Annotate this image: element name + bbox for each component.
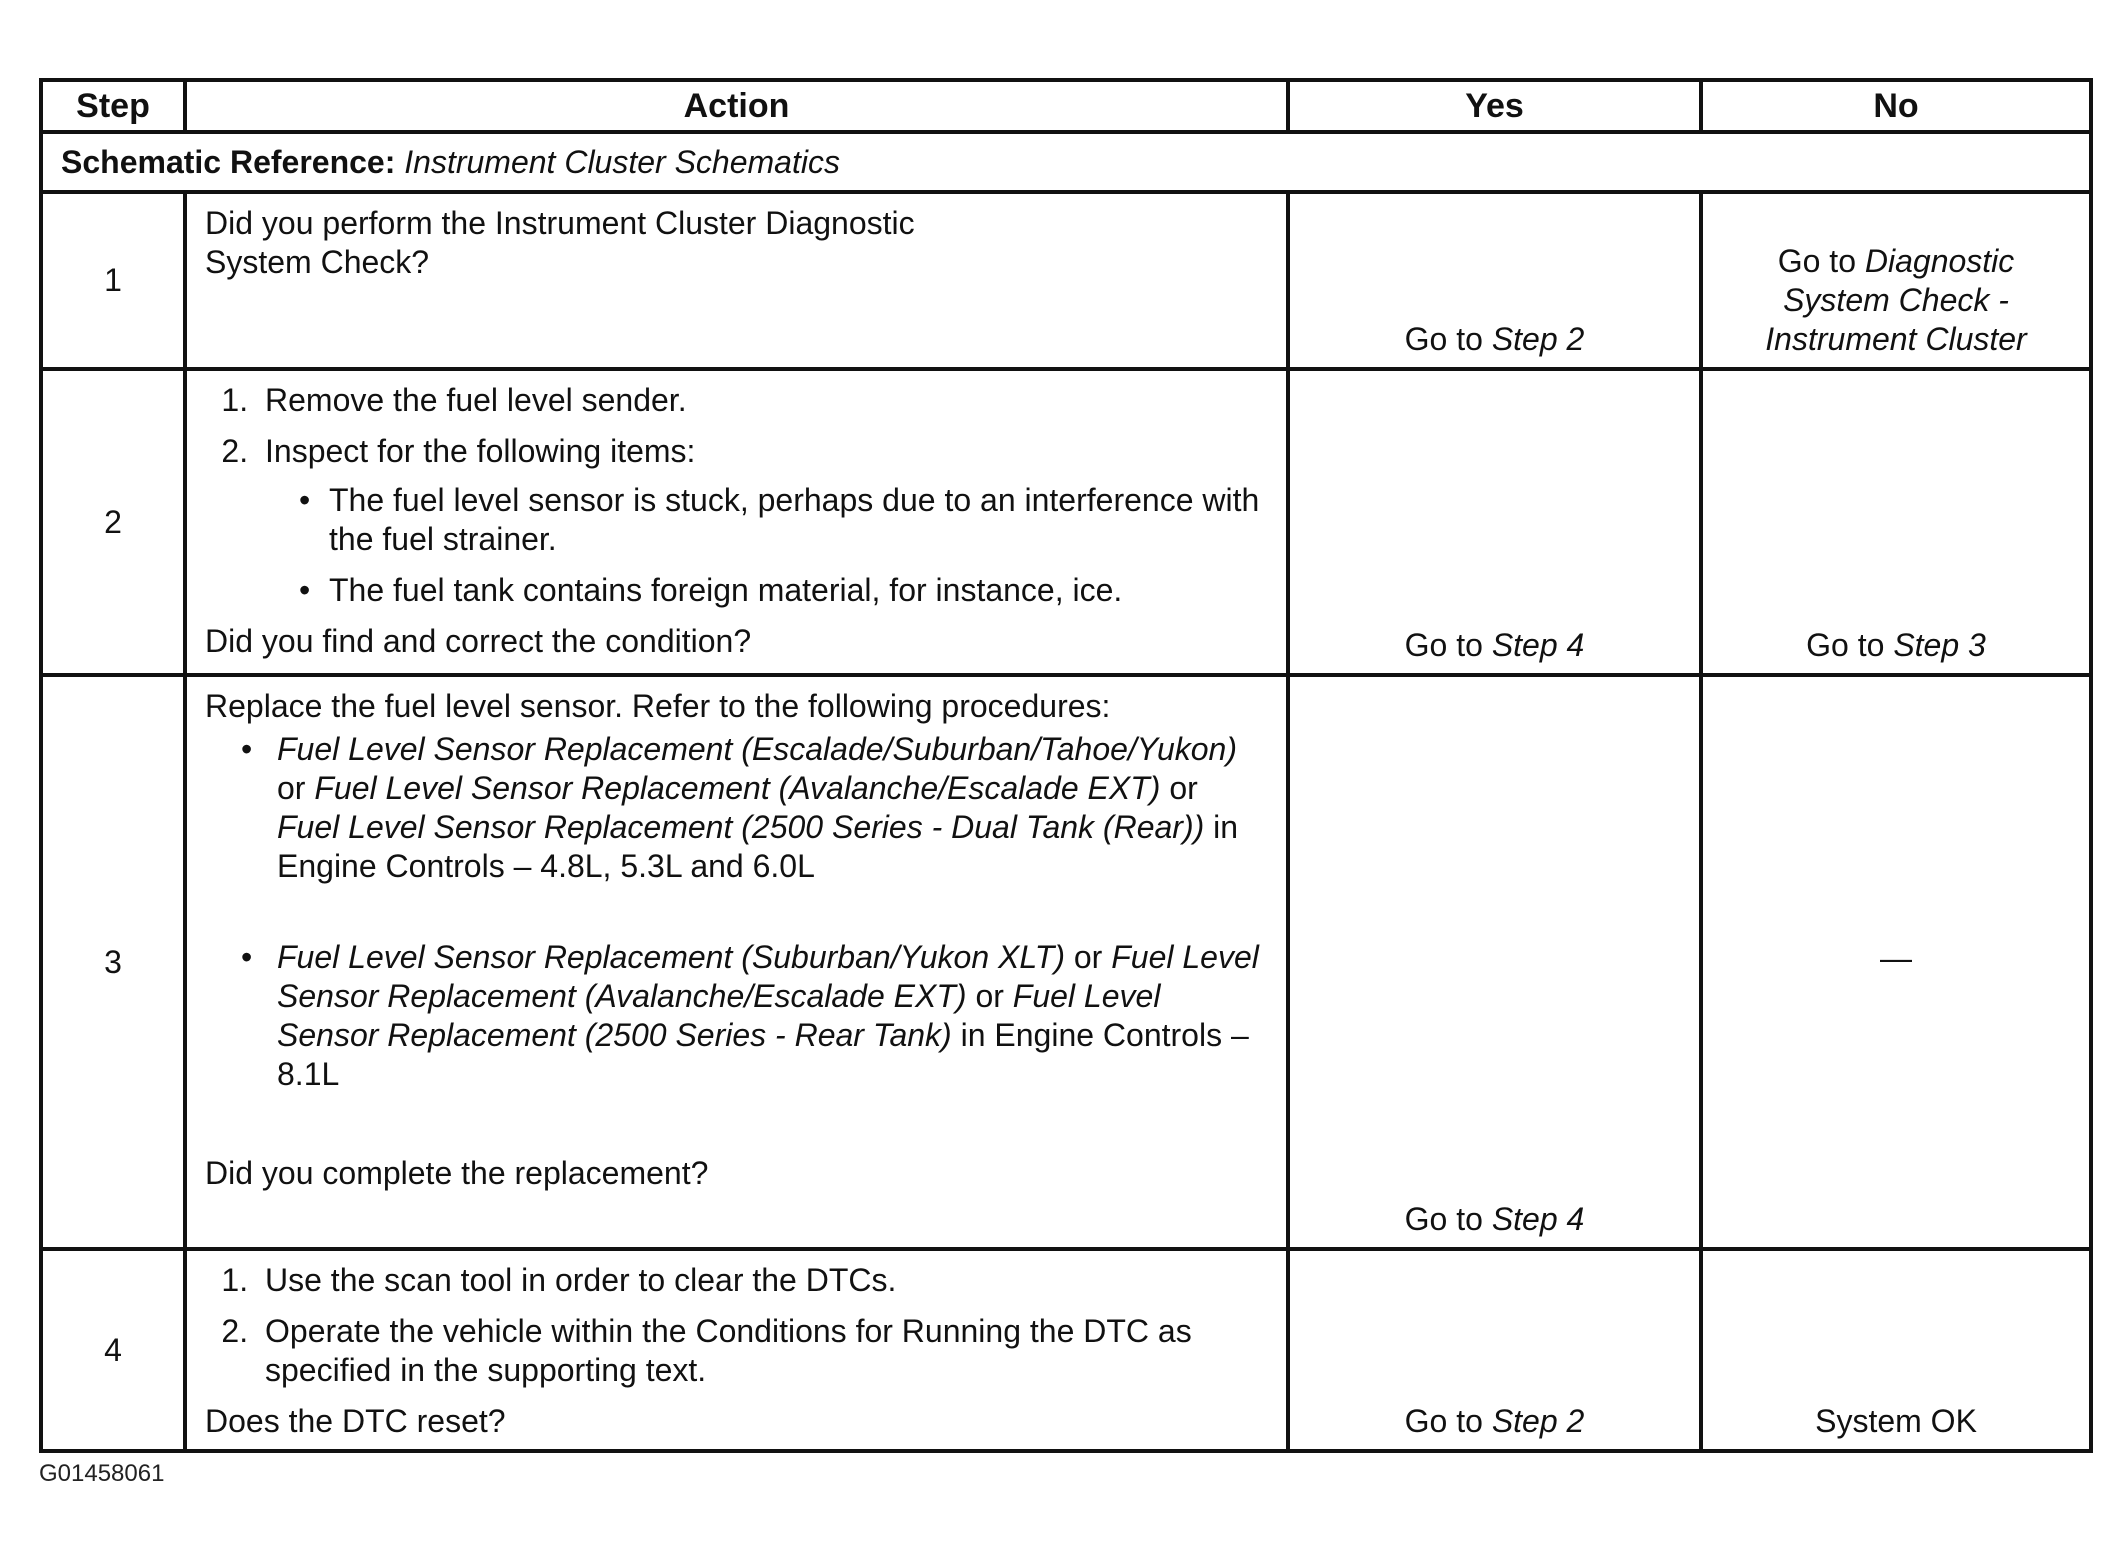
action-cell <box>185 192 1288 369</box>
sub-list <box>265 481 1266 610</box>
procedure-link[interactable]: Fuel Level Sensor Replacement (Avalanche/Escalade EXT) <box>314 770 1161 806</box>
step-number: 2 <box>41 369 185 675</box>
diagnostic-table <box>39 78 2093 1453</box>
action-list <box>205 1261 1266 1390</box>
yes-cell: Go to Step 2 <box>1288 1249 1701 1451</box>
action-cell <box>185 1249 1288 1451</box>
list-item: 1. Use the scan tool in order to clear the DTCs. <box>257 1261 1266 1300</box>
header-no: No <box>1701 80 2091 132</box>
list-item: 2. Operate the vehicle within the Conditions for Running the DTC as specified in the supporting text. <box>257 1312 1266 1390</box>
no-cell: System OK <box>1701 1249 2091 1451</box>
procedure-link[interactable]: Fuel Level Sensor Replacement (2500 Series - Dual Tank (Rear)) <box>277 809 1205 845</box>
procedure-link[interactable]: Fuel Level Sensor Replacement (Avalanche/Escalade EXT) <box>277 939 1259 1014</box>
procedure-link[interactable]: Fuel Level Sensor Replacement (Suburban/Yukon XLT) <box>277 939 1065 975</box>
action-text: Did you perform the Instrument Cluster Diagnostic <box>205 205 915 241</box>
figure-id: G01458061 <box>39 1460 165 1487</box>
goto-step-link[interactable]: Step 2 <box>1491 321 1585 357</box>
action-text: Replace the fuel level sensor. Refer to the following procedures: <box>205 688 1111 724</box>
schematic-row <box>41 132 2091 192</box>
header-yes: Yes <box>1288 80 1701 132</box>
action-cell <box>185 369 1288 675</box>
schematic-reference <box>41 132 2091 192</box>
action-list <box>205 381 1266 610</box>
action-question: Did you find and correct the condition? <box>205 623 752 659</box>
action-question: Did you complete the replacement? <box>205 1155 709 1191</box>
table-row <box>41 192 2091 369</box>
schematic-link[interactable]: Instrument Cluster Schematics <box>404 143 840 180</box>
table-row <box>41 369 2091 675</box>
list-item: • Fuel Level Sensor Replacement (Suburban/Yukon XLT) or Fuel Level Sensor Replacement (Avalanche/Escalade EXT) or Fuel Level Sensor Replacement (2500 Series - Rear Tank) in Engine Controls – 8.1L <box>277 938 1266 1094</box>
step-number: 3 <box>41 675 185 1249</box>
yes-cell: Go to Step 4 <box>1288 675 1701 1249</box>
diagnostic-link[interactable]: Diagnostic <box>1864 243 2015 279</box>
header-row <box>41 80 2091 132</box>
step-number: 4 <box>41 1249 185 1451</box>
procedure-link[interactable]: Fuel Level Sensor Replacement (2500 Series - Rear Tank) <box>277 978 1161 1053</box>
goto-step-link[interactable]: Step 2 <box>1491 1403 1585 1439</box>
header-action: Action <box>185 80 1288 132</box>
action-text: System Check? <box>205 244 430 280</box>
no-cell: Go to Diagnostic System Check - Instrument Cluster <box>1701 192 2091 369</box>
yes-cell: Go to Step 4 <box>1288 369 1701 675</box>
table-row <box>41 675 2091 1249</box>
goto-step-link[interactable]: Step 4 <box>1491 627 1585 663</box>
procedure-list <box>205 730 1266 1094</box>
list-item: • Fuel Level Sensor Replacement (Escalade/Suburban/Tahoe/Yukon) or Fuel Level Sensor Replacement (Avalanche/Escalade EXT) or Fuel Level Sensor Replacement (2500 Series - Dual Tank (Rear)) in Engine Controls – 4.8L, 5.3L and 6.0L <box>277 730 1266 886</box>
header-step: Step <box>41 80 185 132</box>
list-item: • The fuel tank contains foreign material, for instance, ice. <box>329 571 1266 610</box>
goto-step-link[interactable]: Step 3 <box>1893 627 1986 663</box>
action-question: Does the DTC reset? <box>205 1403 506 1439</box>
list-item: 2. Inspect for the following items: • The fuel level sensor is stuck, perhaps due to an interference with the fuel strainer. • The fuel tank contains foreign material, for instance, ice. <box>257 432 1266 610</box>
goto-step-link[interactable]: Step 4 <box>1491 1201 1585 1237</box>
step-number: 1 <box>41 192 185 369</box>
table-row <box>41 1249 2091 1451</box>
action-cell <box>185 675 1288 1249</box>
procedure-link[interactable]: Fuel Level Sensor Replacement (Escalade/Suburban/Tahoe/Yukon) <box>277 731 1237 767</box>
list-item: 1. Remove the fuel level sender. <box>257 381 1266 420</box>
diagnostic-link[interactable]: Instrument Cluster <box>1765 321 2027 357</box>
no-cell: — <box>1701 675 2091 1249</box>
schematic-label: Schematic Reference: <box>61 143 396 180</box>
yes-cell: Go to Step 2 <box>1288 192 1701 369</box>
list-item: • The fuel level sensor is stuck, perhaps due to an interference with the fuel strainer. <box>329 481 1266 559</box>
no-cell: Go to Step 3 <box>1701 369 2091 675</box>
diagnostic-link[interactable]: System Check - <box>1783 282 2009 318</box>
